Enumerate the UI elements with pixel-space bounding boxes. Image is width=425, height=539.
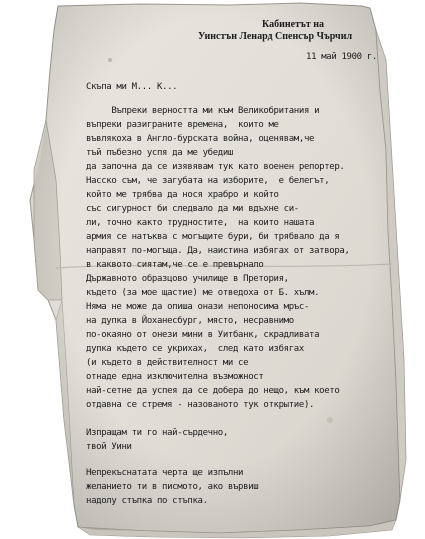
- body-line: най-сетне да успея да се добера до нещо, към което: [86, 386, 340, 396]
- body-line: въпреки разиграните времена, които ме: [86, 120, 279, 130]
- body-line: ли, точно както трудностите, на които нашата: [86, 218, 315, 228]
- body-line: който ме трябва да нося храбро и който: [86, 190, 279, 200]
- body-line: армия се натъква с могъщите бури, би трябвало да я: [86, 232, 340, 242]
- letter-date: 11 май 1900 г.: [306, 52, 377, 62]
- postscript-line: надолу стъпка по стъпка.: [86, 496, 208, 506]
- body-line: на дупка в Йоханесбург, място, несравнимо: [86, 316, 294, 326]
- body-line: Няма не може да опиша онази непоносима мръс-: [86, 302, 310, 312]
- letterhead-name: Уинстън Ленард Спенсър Чърчил: [198, 31, 353, 42]
- signature: твой Уини: [86, 442, 132, 452]
- body-line: отдавна се стремя - назованото тук открытие).: [86, 400, 315, 410]
- body-line: дупка където се укрихах, след като избягах: [86, 344, 304, 354]
- body-line: Въпреки верността ми към Великобритания и: [86, 106, 320, 116]
- body-line: по-окаяно от онези мини в Уитбанк, скрадливата: [86, 330, 320, 340]
- salutation: Скъпа ми М... К...: [86, 82, 178, 92]
- closing-line: Изпращам ти го най-сърдечно,: [86, 428, 228, 438]
- body-line: въвлякоха в Англо-бурската война, оценявам,че: [86, 134, 315, 144]
- body-line: направят по-могъща. Да, наистина избягах от затвора,: [86, 246, 350, 256]
- postscript-line: Непрекъснатата черта ще изпълни: [86, 468, 244, 478]
- body-line: тъй пъбезно успя да ме убедиш: [86, 148, 233, 158]
- body-line: Насско съм, че загубата на изборите, е белегът,: [86, 176, 330, 186]
- body-line: където (за мое щастие) ме отведоха от Б. хълм.: [86, 288, 320, 298]
- body-line: в каквото сиятам,че се е превърнало: [86, 260, 264, 270]
- body-line: да започна да се изявявам тук като военен репортер.: [86, 162, 345, 172]
- body-line: отнаде една изключителна възможност: [86, 372, 264, 382]
- body-line: със сигурност би следвало да ми вдъхне си-: [86, 204, 299, 214]
- letterhead-office: Кабинетът на: [262, 19, 324, 30]
- postscript-line: желанието ти в писмото, ако вървиш: [86, 482, 259, 492]
- body-line: Държавното образцово училище в Претория,: [86, 274, 289, 284]
- body-line: (и където в действителност ми се: [86, 358, 249, 368]
